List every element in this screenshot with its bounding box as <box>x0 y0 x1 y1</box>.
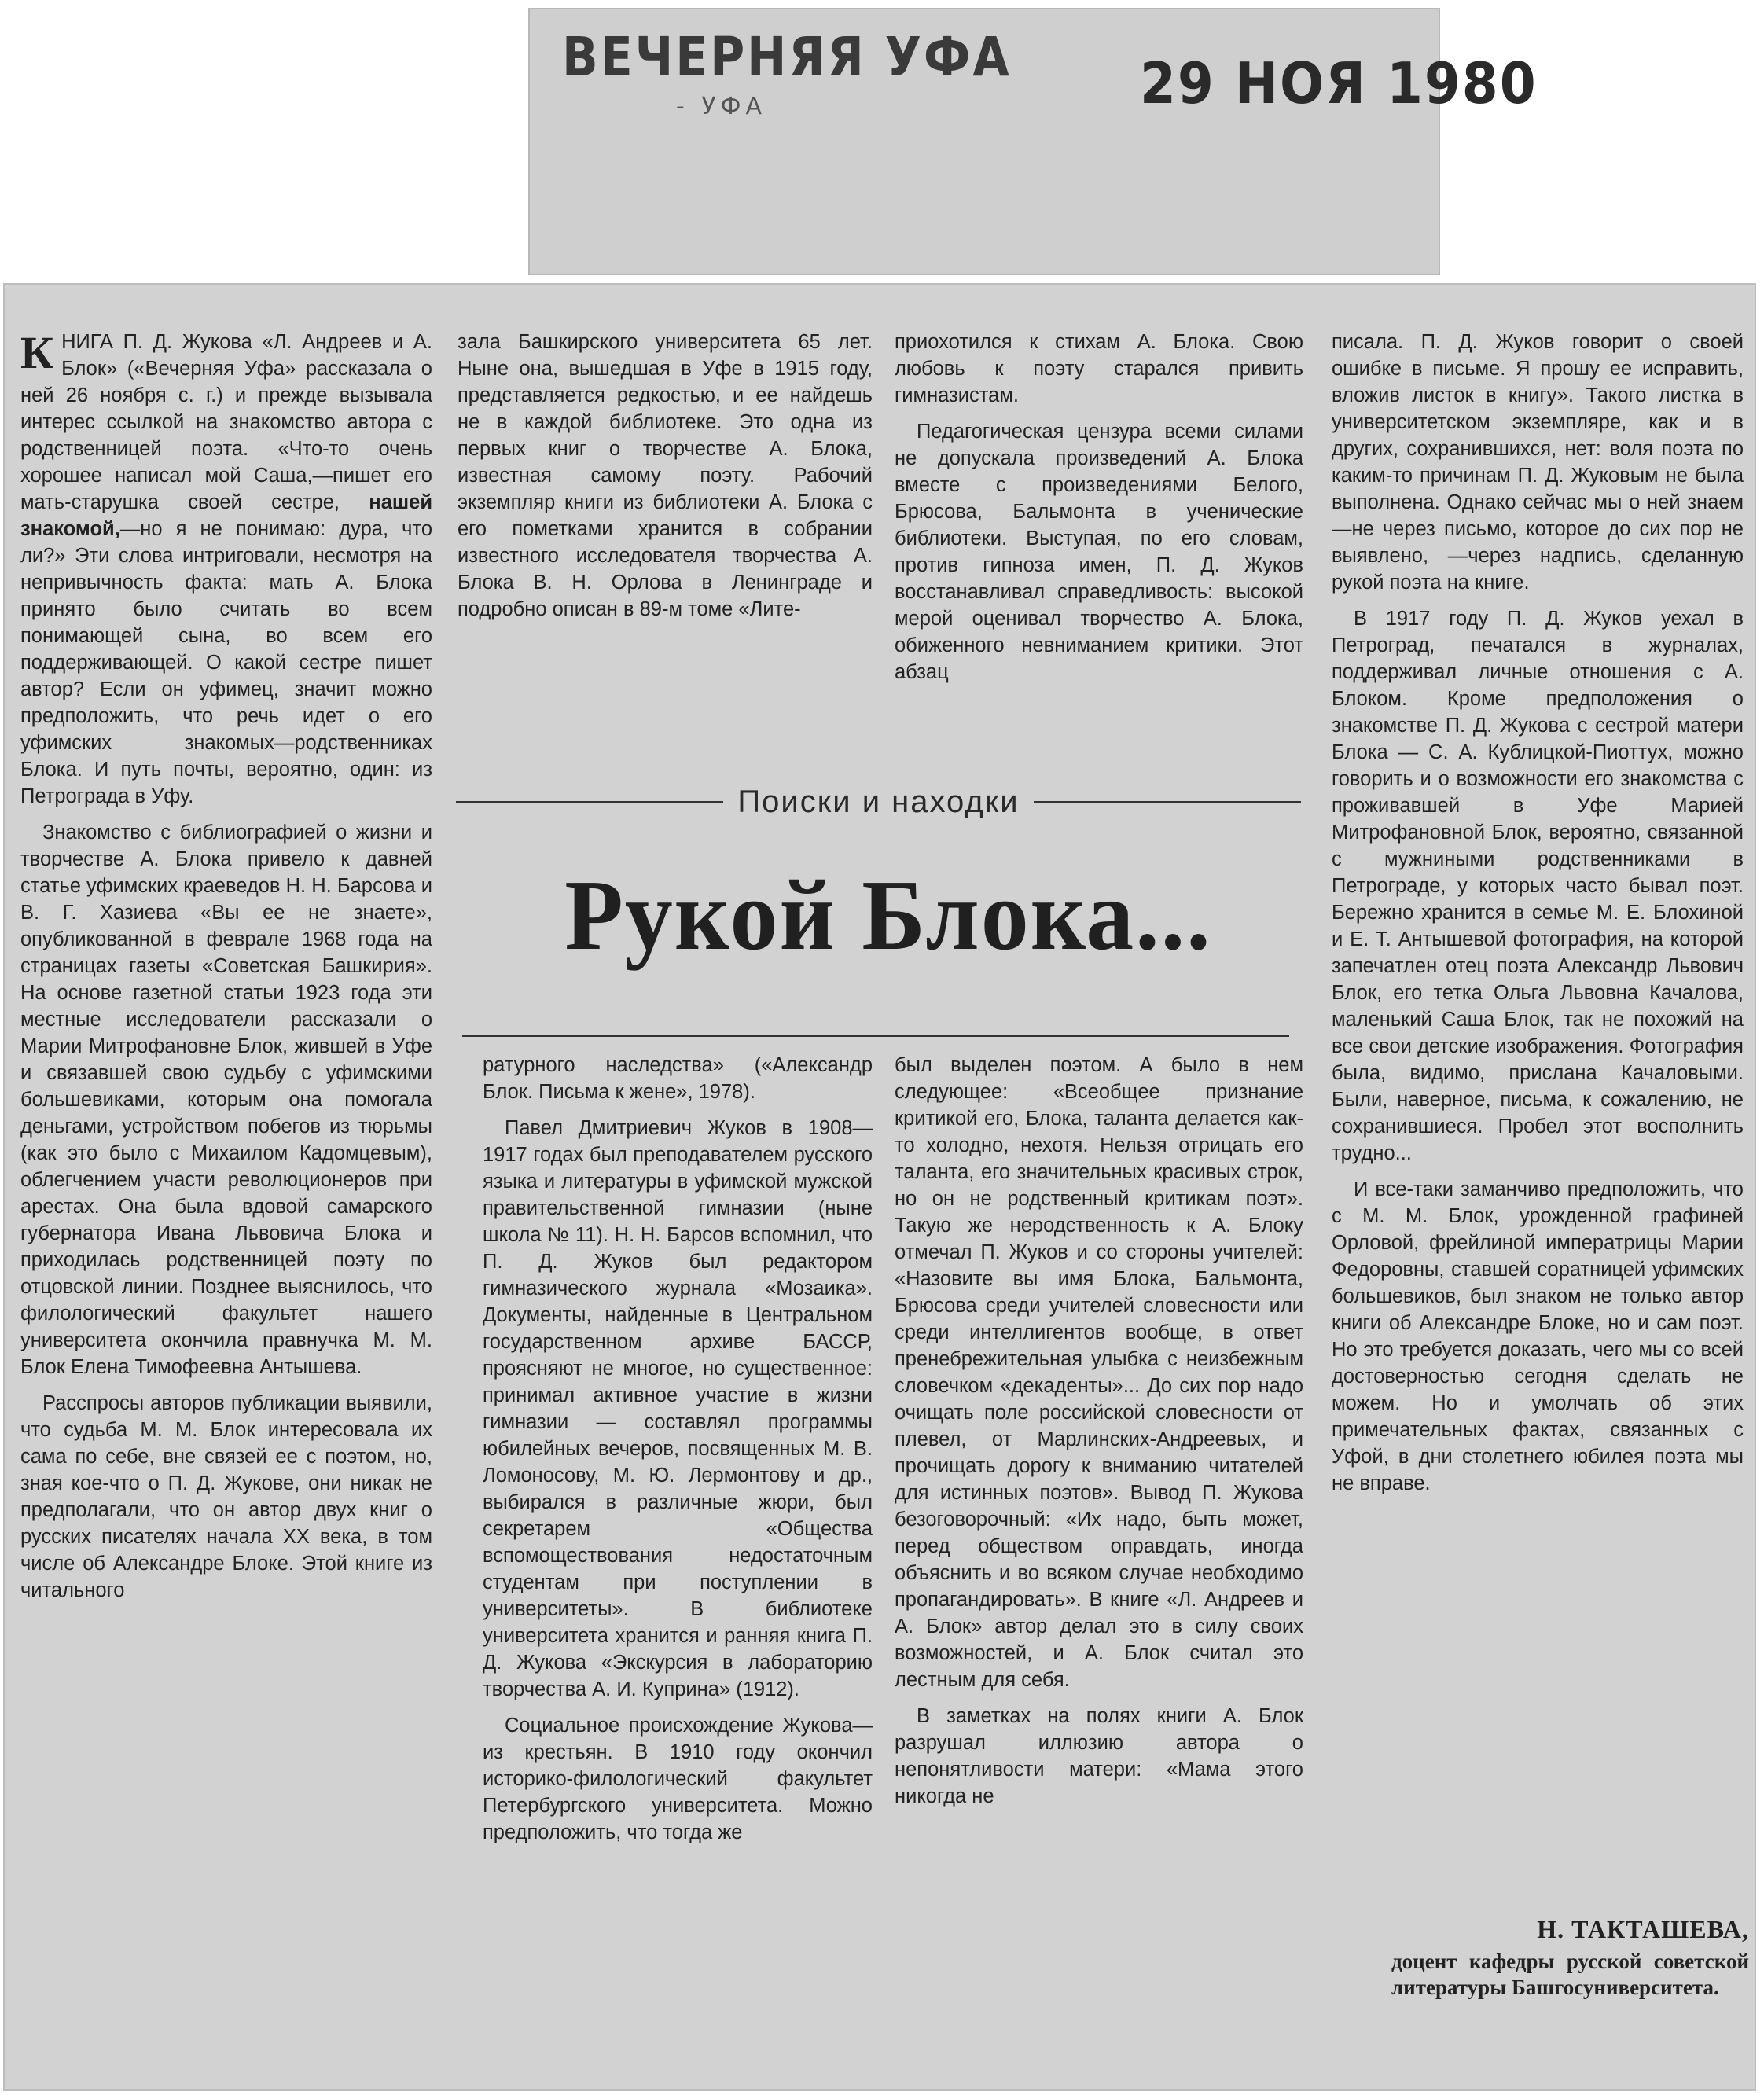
article-column-2-bottom <box>483 1052 873 1855</box>
article-paragraph: зала Башкирского университета 65 лет. Ныне она, вышедшая в Уфе в 1915 году, представляется редкостью, и ее найдешь не в каждой библиотеке. Это одна из первых книг о творчестве А. Блока, известная самому поэту. Рабочий экземпляр книги из библиотеки А. Блока с его пометками хранится в собрании известного исследователя творчества А. Блока В. Н. Орлова в Ленинграде и подробно описан в 89-м томе «Лите- <box>458 331 873 620</box>
article-paragraph: Расспросы авторов публикации выявили, что судьба М. М. Блок интересовала их сама по себе, вне связей ее с поэтом, но, зная кое-что о П. Д. Жукове, они никак не предполагали, что он автор двух книг о русских писателях начала XX века, в том числе об Александре Блоке. Этой книге из читального <box>20 1392 432 1601</box>
rubric-rule-left <box>456 801 723 803</box>
article-paragraph: был выделен поэтом. А было в нем следующее: «Всеобщее признание критикой его, Блока, таланта делается как-то холодно, нехотя. Нельзя отрицать его таланта, его значительных красивых строк, но он не родственный критикам поэт». Такую же неродственность к А. Блоку отмечал П. Жуков и со стороны учителей: «Назовите вы имя Блока, Бальмонта, Брюсова среди учителей словесности или среди интеллигентов вообще, в ответ пренебрежительная улыбка с неизбежным словечком «декаденты»... До сих пор надо очищать поле российской словесности от плевел, от Марлинских-Андреевых, и прочищать дорогу к вниманию читателей для истинных поэтов». Вывод П. Жукова безоговорочный: «Их надо, быть может, перед обществом оправдать, иногда объяснить и во всяком случае необходимо пропагандировать». В книге «Л. Андреев и А. Блок» автор делал это в силу своих возможностей, и А. Блок считал это лестным для себя. <box>895 1054 1303 1691</box>
article-paragraph: В 1917 году П. Д. Жуков уехал в Петроград, печатался в журналах, поддерживал личные отношения с А. Блоком. Кроме предположения о знакомстве П. Д. Жукова с сестрой матери Блока — С. А. Кублицкой-Пиоттух, можно говорить и о возможности его знакомства с проживавшей в Уфе Марией Митрофановной Блок, вероятно, связанной с мужниными родственниками в Петрограде, у которых часто бывал поэт. Бережно хранится в семье М. Е. Блохиной и Е. Т. Антышевой фотография, на которой запечатлен отец поэта Александр Львович Блок, его тетка Ольга Львовна Качалова, маленький Саша Блок, так не похожий на все свои детские изображения. Фотография была, видимо, прислана Качаловыми. Были, наверное, письма, к сожалению, не сохранившиеся. Пробел этот восполнить трудно... <box>1332 608 1744 1164</box>
article-paragraph: приохотился к стихам А. Блока. Свою любовь к поэту старался привить гимназистам. <box>895 331 1303 406</box>
rubric-label: Поиски и находки <box>737 784 1020 819</box>
article-paragraph: писала. П. Д. Жуков говорит о своей ошибке в письме. Я прошу ее исправить, вложив листок в книгу». Такого листка в университетском экземпляре, как и в других, сохранившихся, нет: воля поэта по каким-то причинам П. Д. Жуковым не была выполнена. Однако сейчас мы о ней знаем —не через письмо, которое до сих пор не выявлено, —через надпись, сделанную рукой поэта на книге. <box>1332 331 1744 594</box>
article-paragraph: В заметках на полях книги А. Блок разрушал иллюзию автора о непонятливости матери: «Мама этого никогда не <box>895 1705 1303 1807</box>
emphasis-text: нашей знакомой, <box>20 491 432 540</box>
article-column-2-top <box>458 329 873 632</box>
article-paragraph: Павел Дмитриевич Жуков в 1908—1917 годах был преподавателем русского языка и литературы в уфимской мужской правительственной гимназии (ныне школа № 11). Н. Н. Барсов вспомнил, что П. Д. Жуков был редактором гимназического журнала «Мозаика». Документы, найденные в Центральном государственном архиве БАССР, проясняют не многое, но существенное: принимал активное участие в жизни гимназии — составлял программы юбилейных вечеров, посвященных М. В. Ломоносову, М. Ю. Лермонтову и др., выбирался в различные жюри, был секретарем «Общества вспомоществования недостаточным студентам при поступлении в университеты». В библиотеке университета хранится и ранняя книга П. Д. Жукова «Экскурсия в лабораторию творчества А. И. Куприна» (1912). <box>483 1117 873 1700</box>
newspaper-stamp: ВЕЧЕРНЯЯ УФА <box>562 25 1012 90</box>
article-column-1 <box>20 329 432 1613</box>
article-column-4 <box>1332 329 1744 1506</box>
article-paragraph: Знакомство с библиографией о жизни и творчестве А. Блока привело к давней статье уфимских краеведов Н. Н. Барсова и В. Г. Хазиева «Вы ее не знаете», опубликованной в феврале 1968 года на страницах газеты «Советская Башкирия». На основе газетной статьи 1923 года эти местные исследователи рассказали о Марии Митрофановне Блок, жившей в Уфе и связавшей свою судьбу с уфимскими большевиками, которым она помогала деньгами, устройством побегов из тюрьмы (как это было с Михаилом Кадомцевым), облегчением участи революционеров при арестах. Она была вдовой самарского губернатора Ивана Львовича Блока и приходилась родственницей поэту по отцовской линии. Позднее выяснилось, что филологический факультет нашего университета окончила правнучка М. М. Блок Елена Тимофеевна Антышева. <box>20 821 432 1378</box>
author-title: доцент кафедры русской советской литературы Башгосуниверситета. <box>1391 1950 1749 1999</box>
article-paragraph: Педагогическая цензура всеми силами не допускала произведений А. Блока вместе с произведениями Белого, Брюсова, Бальмонта в ученические библиотеки. Выступая, по его словам, против гипноза имен, П. Д. Жуков восстанавливал справедливость: высокой мерой оценивал творчество А. Блока, обиженного невниманием критики. Этот абзац <box>895 421 1303 683</box>
drop-cap: К <box>20 327 54 378</box>
article-column-3-bottom <box>895 1052 1303 1819</box>
headline-rule <box>462 1035 1289 1037</box>
article-headline: Рукой Блока... <box>564 859 1212 972</box>
author-name: Н. ТАКТАШЕВА, <box>1537 1915 1749 1943</box>
city-stamp: - УФА <box>676 93 766 120</box>
article-paragraph: Социальное происхождение Жукова—из крестьян. В 1910 году окончил историко-филологический факультет Петербургского университета. Можно предположить, что тогда же <box>483 1715 873 1843</box>
rubric <box>456 778 1301 825</box>
article-paragraph: И все-таки заманчиво предположить, что с М. М. Блок, урожденной графиней Орловой, фрейлиной императрицы Марии Федоровны, ставшей соратницей уфимских большевиков, был знаком не только автор книги об Александре Блоке, но и сам поэт. Но это требуется доказать, чего мы со всей достоверностью сегодня сделать не можем. Но и умолчать об этих примечательных фактах, связанных с Уфой, в дни столетнего юбилея поэта мы не вправе. <box>1332 1178 1744 1494</box>
article-paragraph: ратурного наследства» («Александр Блок. Письма к жене», 1978). <box>483 1054 873 1103</box>
rubric-rule-right <box>1034 801 1301 803</box>
article-paragraph: КНИГА П. Д. Жукова «Л. Андреев и А. Блок» («Вечерняя Уфа» рассказала о ней 26 ноября с. г.) и прежде вызывала интерес ссылкой на знакомство автора с родственницей поэта. «Что-то очень хорошее написал мой Саша,—пишет его мать-старушка своей сестре, нашей знакомой,—но я не понимаю: дура, что ли?» Эти слова интриговали, несмотря на непривычность факта: мать А. Блока принято было считать во всем понимающей сына, во всем его поддерживающей. О какой сестре пишет автор? Если он уфимец, значит можно предположить, что речь идет о его уфимских знакомых—родственниках Блока. И путь почты, вероятно, один: из Петрограда в Уфу. <box>20 327 432 807</box>
article-column-3-top <box>895 329 1303 695</box>
date-stamp: 29 НОЯ 1980 <box>1140 50 1538 117</box>
author-signature <box>1368 1915 1749 2001</box>
